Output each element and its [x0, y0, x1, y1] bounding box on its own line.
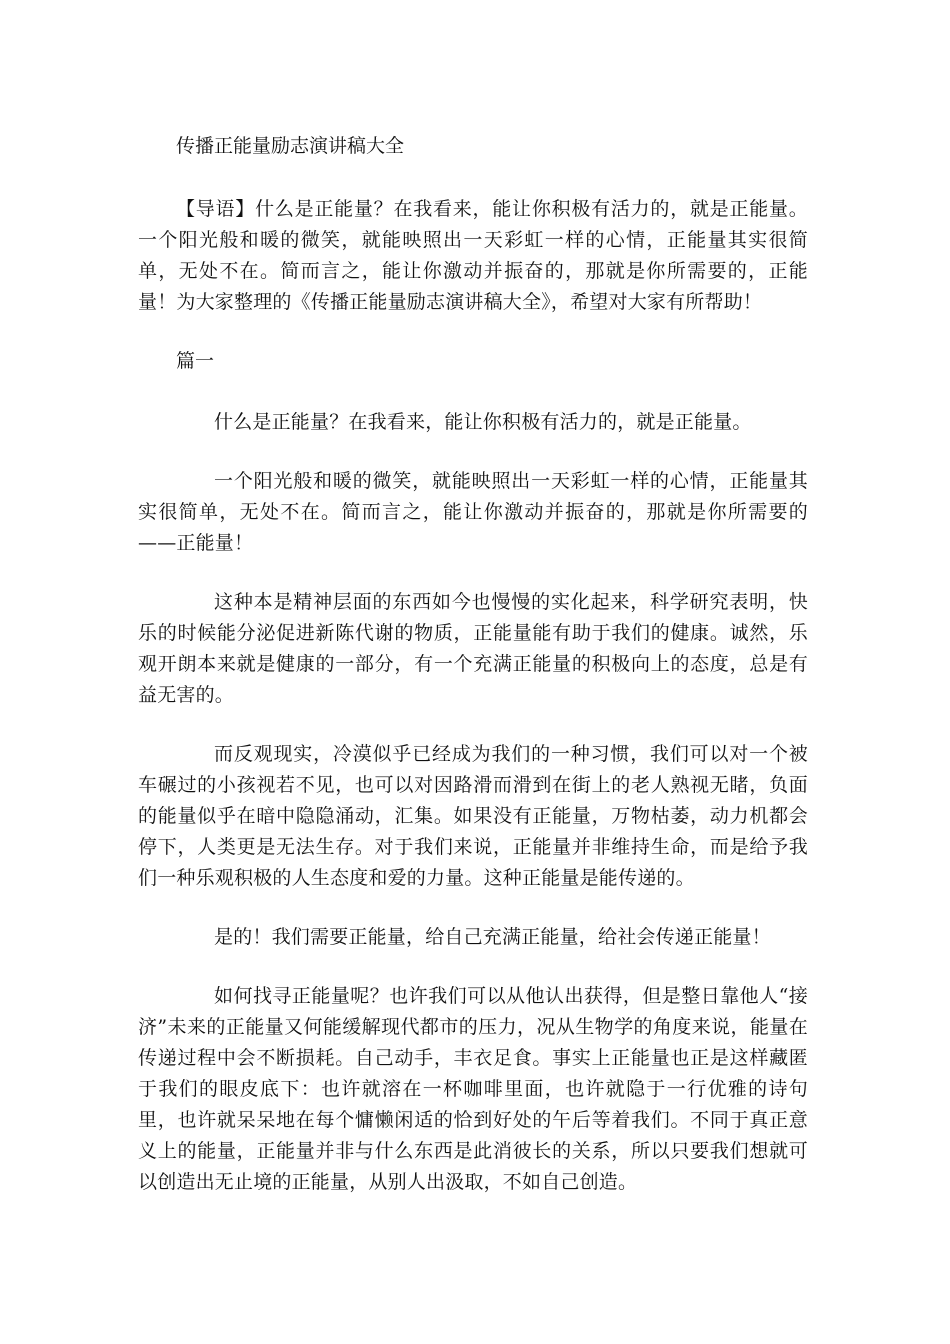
body-paragraph-6: 如何找寻正能量呢？也许我们可以从他认出获得，但是整日靠他人“接济”未来的正能量又何能缓解现代都市的压力，况从生物学的角度来说，能量在传递过程中会不断损耗。自己动手，丰衣足食。事实上正能量也正是这样藏匿于我们的眼皮底下：也许就溶在一杯咖啡里面，也许就隐于一行优雅的诗句里，也许就呆呆地在每个慵懒闲适的恰到好处的午后等着我们。不同于真正意义上的能量，正能量并非与什么东西是此消彼长的关系，所以只要我们想就可以创造出无止境的正能量，从别人出汲取，不如自己创造。: [138, 985, 808, 1193]
document-page: [138, 128, 808, 1318]
body-paragraph-1: 什么是正能量？在我看来，能让你积极有活力的，就是正能量。: [214, 411, 752, 433]
body-paragraph-2: 一个阳光般和暖的微笑，就能映照出一天彩虹一样的心情，正能量其实很简单，无处不在。简而言之，能让你激动并振奋的，那就是你所需要的——正能量！: [138, 470, 808, 554]
document-title: 传播正能量励志演讲稿大全: [176, 135, 405, 157]
body-paragraph-4: 而反观现实，冷漠似乎已经成为我们的一种习惯，我们可以对一个被车碾过的小孩视若不见，也可以对因路滑而滑到在街上的老人熟视无睹，负面的能量似乎在暗中隐隐涌动，汇集。如果没有正能量，万物枯萎，动力机都会停下，人类更是无法生存。对于我们来说，正能量并非维持生命，而是给予我们一种乐观积极的人生态度和爱的力量。这种正能量是能传递的。: [138, 743, 808, 889]
intro-paragraph: 【导语】什么是正能量？在我看来，能让你积极有活力的，就是正能量。一个阳光般和暖的微笑，就能映照出一天彩虹一样的心情，正能量其实很简单，无处不在。简而言之，能让你激动并振奋的，那就是你所需要的，正能量！为大家整理的《传播正能量励志演讲稿大全》，希望对大家有所帮助！: [138, 198, 808, 313]
body-paragraph-5: 是的！我们需要正能量，给自己充满正能量，给社会传递正能量！: [214, 926, 771, 948]
body-paragraph-3: 这种本是精神层面的东西如今也慢慢的实化起来，科学研究表明，快乐的时候能分泌促进新陈代谢的物质，正能量能有助于我们的健康。诚然，乐观开朗本来就是健康的一部分，有一个充满正能量的积极向上的态度，总是有益无害的。: [138, 591, 808, 706]
section-heading: 篇一: [176, 350, 215, 372]
